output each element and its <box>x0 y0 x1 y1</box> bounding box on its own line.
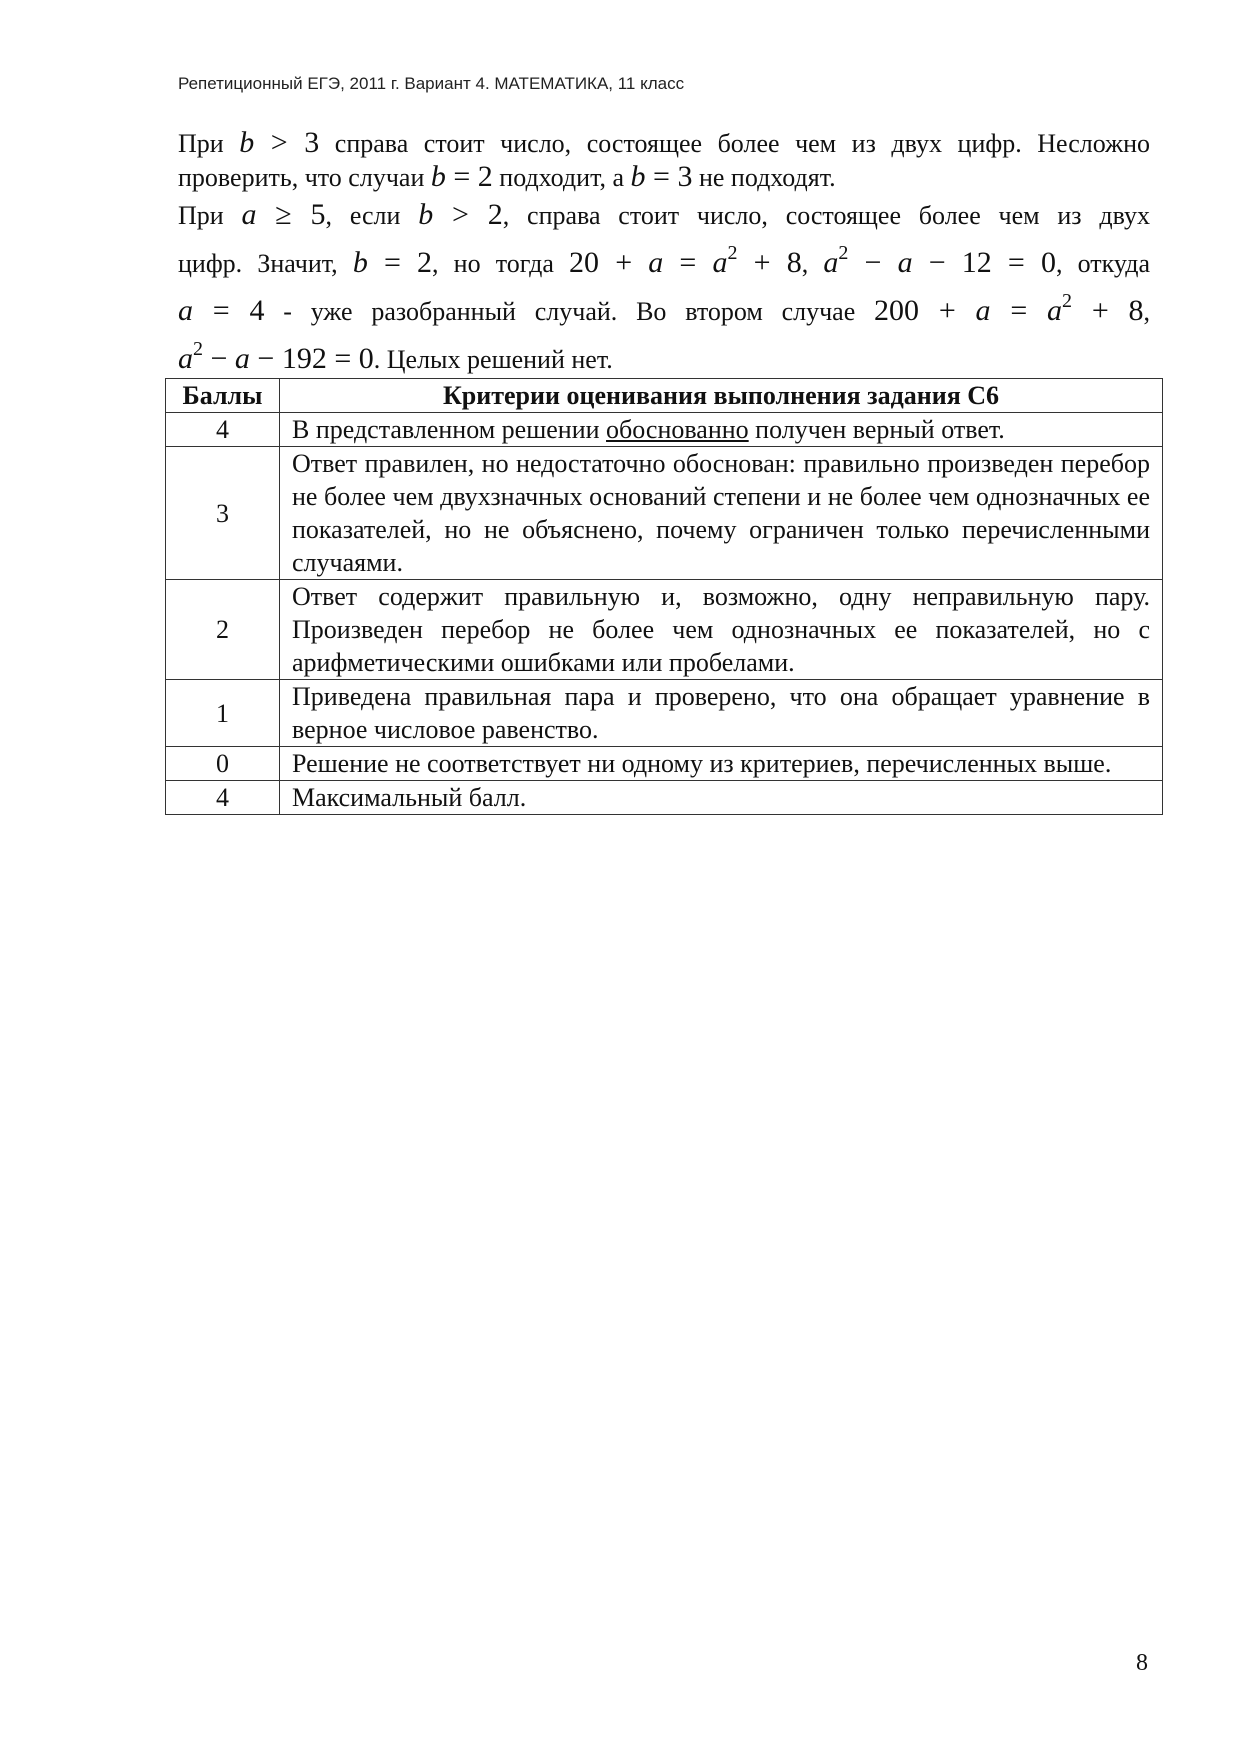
page-number: 8 <box>1136 1650 1148 1676</box>
criteria-cell: Решение не соответствует ни одному из критериев, перечисленных выше. <box>280 747 1163 781</box>
solution-line-3: При a ≥ 5, если b > 2, справа стоит число, состоящее более чем из двух <box>178 198 1150 231</box>
score-cell: 4 <box>166 413 280 447</box>
table-row <box>166 447 1163 580</box>
score-cell: 2 <box>166 580 280 680</box>
solution-line-1: При b > 3 справа стоит число, состоящее более чем из двух цифр. Несложно <box>178 126 1150 159</box>
solution-line-5: a = 4 - уже разобранный случай. Во втором случае $200 + a = a^2 + 8$, <box>178 290 1151 327</box>
header-score: Баллы <box>166 379 280 413</box>
score-cell: 0 <box>166 747 280 781</box>
header-criteria: Критерии оценивания выполнения задания С6 <box>280 379 1163 413</box>
score-cell: 3 <box>166 447 280 580</box>
criteria-cell: Приведена правильная пара и проверено, что она обращает уравнение в верное числовое равенство. <box>280 680 1163 747</box>
criteria-table <box>165 378 1163 815</box>
criteria-cell: Максимальный балл. <box>280 781 1163 815</box>
solution-line-6: $a^2 - a - 192 = 0$. Целых решений нет. <box>178 338 613 375</box>
underlined-word: обоснованно <box>606 415 749 444</box>
solution-line-4: цифр. Значит, b = 2, но тогда $20 + a = a^2 + 8$, $a^2 - a - 12 = 0$, откуда <box>178 242 1151 279</box>
page-header: Репетиционный ЕГЭ, 2011 г. Вариант 4. МАТЕМАТИКА, 11 класс <box>178 74 685 93</box>
criteria-cell: В представленном решении обоснованно получен верный ответ. <box>280 413 1163 447</box>
table-row <box>166 680 1163 747</box>
score-cell: 4 <box>166 781 280 815</box>
table-row <box>166 781 1163 815</box>
table-header-row <box>166 379 1163 413</box>
table-row <box>166 413 1163 447</box>
criteria-cell: Ответ содержит правильную и, возможно, одну неправильную пару. Произведен перебор не более чем однозначных ее показателей, но с арифметическими ошибками или пробелами. <box>280 580 1163 680</box>
table-row <box>166 580 1163 680</box>
table-row <box>166 747 1163 781</box>
score-cell: 1 <box>166 680 280 747</box>
solution-line-2: проверить, что случаи b = 2 подходит, а b = 3 не подходят. <box>178 160 836 193</box>
criteria-cell: Ответ правилен, но недостаточно обоснован: правильно произведен перебор не более чем двухзначных оснований степени и не более чем однозначных ее показателей, но не объяснено, почему ограничен только перечисленными случаями. <box>280 447 1163 580</box>
